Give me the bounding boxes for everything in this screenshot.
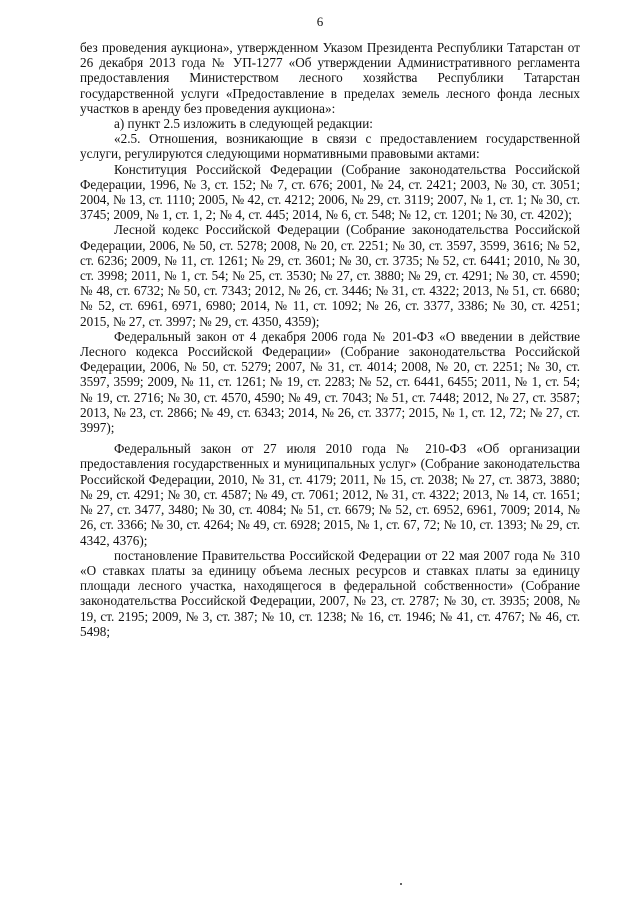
paragraph-clause-2-5: «2.5. Отношения, возникающие в связи с предоставлением государственной услуги, регулируются следующими нормативными правовыми актами:: [80, 131, 580, 162]
page-number: 6: [316, 14, 324, 29]
paragraph-decree-reference: без проведения аукциона», утвержденном Указом Президента Республики Татарстан от 26 декабря 2013 года № УП-1277 «Об утверждении Административного регламента предоставления Министерством лесного хозяйства Республики Татарстан государственной услуги «Предоставление в пределах земель лесного фонда лесных участков в аренду без проведения аукциона»:: [80, 40, 580, 116]
paragraph-amendment-intro: а) пункт 2.5 изложить в следующей редакции:: [114, 116, 373, 132]
paragraph-constitution: Конституция Российской Федерации (Собрание законодательства Российской Федерации, 1996, № 3, ст. 152; № 7, ст. 676; 2001, № 24, ст. 2421; 2003, № 30, ст. 3051; 2004, № 13, ст. 1110; 2005, № 42, ст. 4212; 2006, № 29, ст. 3119; 2007, № 1, ст. 1; № 30, ст. 3745; 2009, № 1, ст. 1, 2; № 4, ст. 445; 2014, № 6, ст. 548; № 12, ст. 1201; № 30, ст. 4202);: [80, 161, 580, 223]
paragraph-federal-law-201: Федеральный закон от 4 декабря 2006 года № 201-ФЗ «О введении в действие Лесного кодекса Российской Федерации» (Собрание законодательства Российской Федерации, 2006, № 50, ст. 5279; 2007, № 31, ст. 4014; 2008, № 20, ст. 2251; № 30, ст. 3597, 3599; 2009, № 11, ст. 1261; № 19, ст. 2283; № 52, ст. 6441, 6455; 2011, № 1, ст. 54; № 19, ст. 2716; № 30, ст. 4570, 4590; № 49, ст. 7043; № 51, ст. 7448; 2012, № 27, ст. 3587; 2013, № 23, ст. 2866; № 49, ст. 6343; 2014, № 26, ст. 3377; 2015, № 1, ст. 12, 72; № 27, ст. 3997);: [80, 328, 580, 436]
paragraph-forest-code: Лесной кодекс Российской Федерации (Собрание законодательства Российской Федерации, 2006, № 50, ст. 5278; 2008, № 20, ст. 2251; № 30, ст. 3597, 3599, 3616; № 52, ст. 6236; 2009, № 11, ст. 1261; № 29, ст. 3601; № 30, ст. 3735; № 52, ст. 6441; 2010, № 30, ст. 3998; 2011, № 1, ст. 54; № 25, ст. 3530; № 27, ст. 3880; № 29, ст. 4291; № 30, ст. 4590; № 48, ст. 6732; № 50, ст. 7343; 2012, № 26, ст. 3446; № 31, ст. 4322; 2013, № 51, ст. 6680; № 52, ст. 6961, 6971, 6980; 2014, № 11, ст. 1092; № 26, ст. 3377, 3386; № 30, ст. 4251; 2015, № 27, ст. 3997; № 29, ст. 4350, 4359);: [80, 222, 580, 329]
paragraph-government-resolution-310: постановление Правительства Российской Федерации от 22 мая 2007 года № 310 «О ставках платы за единицу объема лесных ресурсов и ставках платы за единицу площади лесного участка, находящегося в федеральной собственности» (Собрание законодательства Российской Федерации, 2007, № 23, ст. 2787; № 30, ст. 3935; 2008, № 19, ст. 2195; 2009, № 3, ст. 387; № 10, ст. 1238; № 16, ст. 1946; № 41, ст. 4767; № 46, ст. 5498;: [80, 547, 580, 639]
scan-speck: [400, 883, 402, 885]
document-body: [80, 40, 580, 639]
paragraph-federal-law-210: Федеральный закон от 27 июля 2010 года № 210-ФЗ «Об организации предоставления государственных и муниципальных услуг» (Собрание законодательства Российской Федерации, 2010, № 31, ст. 4179; 2011, № 15, ст. 2038; № 27, ст. 3873, 3880; № 29, ст. 4291; № 30, ст. 4587; № 49, ст. 7061; 2012, № 31, ст. 4322; 2013, № 14, ст. 1651; № 27, ст. 3477, 3480; № 30, ст. 4084; № 51, ст. 6679; № 52, ст. 6952, 6961, 7009; 2014, № 26, ст. 3366; № 30, ст. 4264; № 49, ст. 6928; 2015, № 1, ст. 67, 72; № 10, ст. 1393; № 29, ст. 4342, 4376);: [80, 441, 580, 548]
